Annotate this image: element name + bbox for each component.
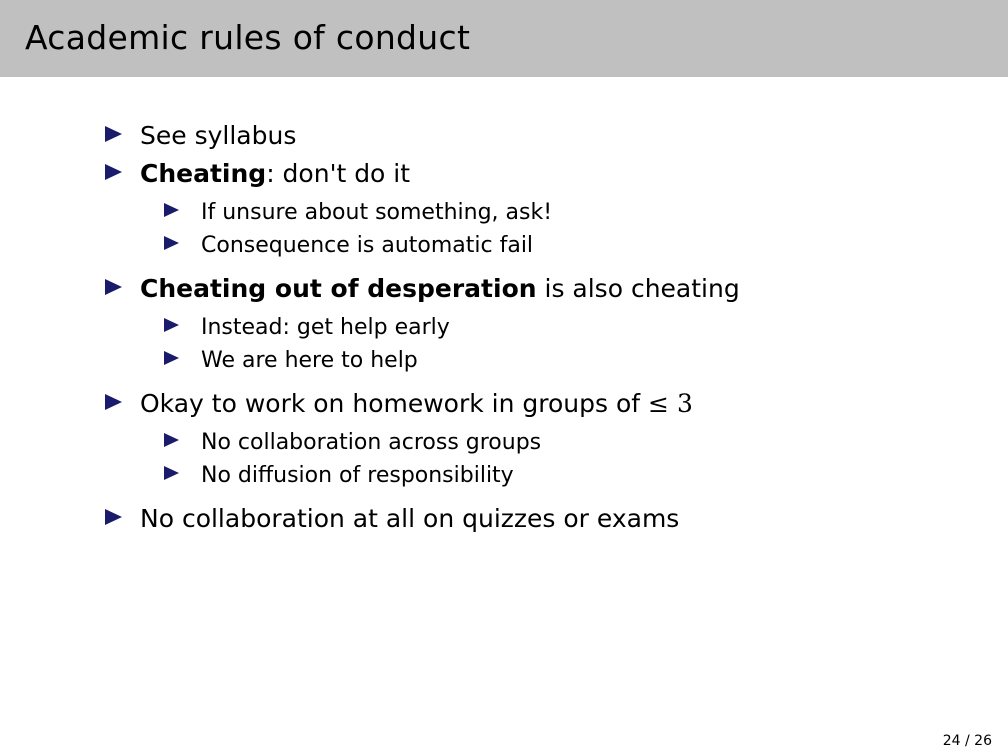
bullet-rest-text: : don't do it <box>266 159 411 188</box>
bullet-item-2 <box>105 158 411 190</box>
sub-bullet-item <box>164 199 553 227</box>
page-number: 24 / 26 <box>942 733 992 749</box>
sub-bullet-text: If unsure about something, ask! <box>201 200 553 225</box>
sub-bullet-text: No diffusion of responsibility <box>201 463 514 488</box>
slide-title: Academic rules of conduct <box>25 18 471 57</box>
triangle-bullet-icon <box>164 203 179 217</box>
triangle-bullet-icon <box>164 433 179 447</box>
title-bar <box>0 0 1008 77</box>
sub-bullet-text: Consequence is automatic fail <box>201 233 534 258</box>
sub-bullet-text: Instead: get help early <box>201 315 450 340</box>
bullet-text <box>140 388 693 420</box>
bullet-text <box>140 158 410 190</box>
bullet-item-5 <box>105 503 680 535</box>
sub-bullet-item <box>164 232 534 260</box>
sub-bullet-text: No collaboration across groups <box>201 430 542 455</box>
bullet-main-text: Okay to work on homework in groups of <box>140 389 649 418</box>
triangle-bullet-icon <box>164 236 179 250</box>
bullet-text <box>140 273 740 305</box>
bullet-item-4 <box>105 388 693 420</box>
triangle-bullet-icon <box>105 126 122 142</box>
bullet-item-1 <box>105 120 297 152</box>
bullet-rest-text: is also cheating <box>536 274 740 303</box>
sub-bullet-text: We are here to help <box>201 348 418 373</box>
sub-bullet-item <box>164 462 514 490</box>
triangle-bullet-icon <box>105 164 122 180</box>
triangle-bullet-icon <box>164 351 179 365</box>
triangle-bullet-icon <box>105 509 122 525</box>
triangle-bullet-icon <box>164 318 179 332</box>
triangle-bullet-icon <box>105 394 122 410</box>
triangle-bullet-icon <box>105 279 122 295</box>
bullet-bold-text: Cheating out of desperation <box>140 274 537 303</box>
bullet-text: No collaboration at all on quizzes or exams <box>140 504 680 533</box>
sub-bullet-item <box>164 347 418 375</box>
triangle-bullet-icon <box>164 466 179 480</box>
math-expression: ≤ 3 <box>648 389 693 418</box>
bullet-bold-text: Cheating <box>140 159 267 188</box>
bullet-item-3 <box>105 273 740 305</box>
bullet-text: See syllabus <box>140 121 297 150</box>
sub-bullet-item <box>164 314 450 342</box>
sub-bullet-item <box>164 429 542 457</box>
